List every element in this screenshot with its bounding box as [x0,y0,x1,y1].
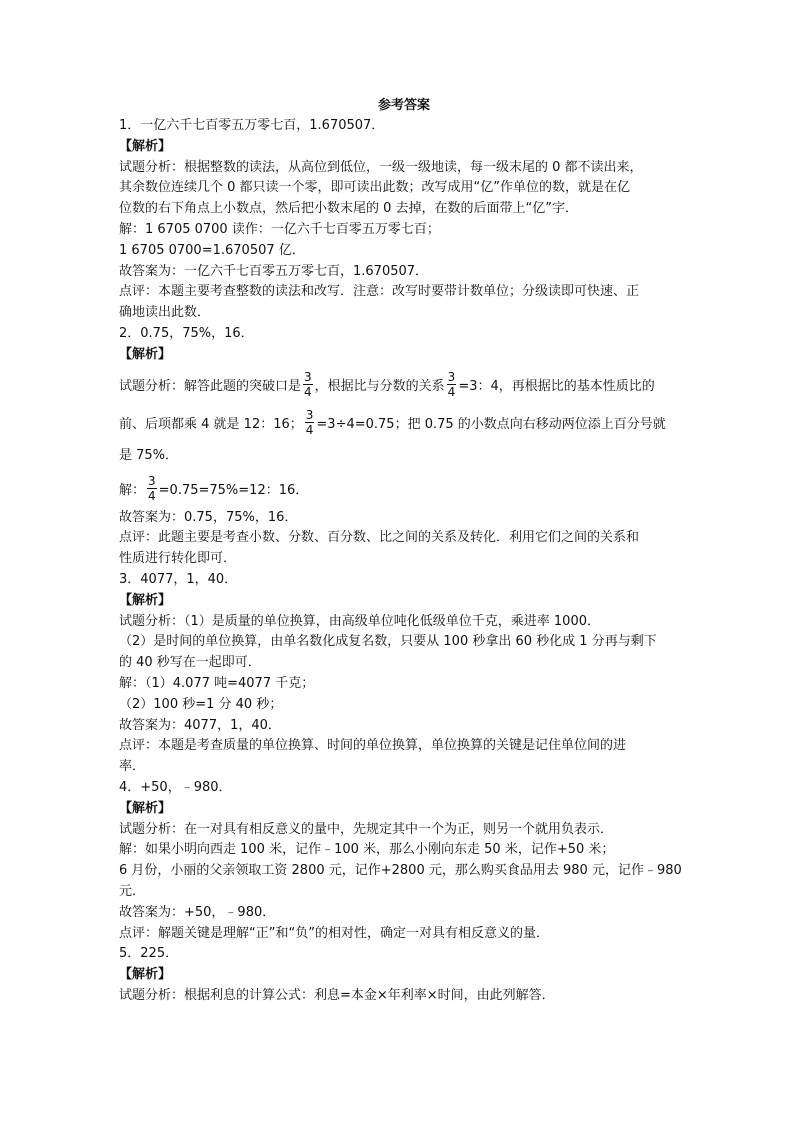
analysis-2-line-3: 是 75%． [119,447,179,463]
fraction-numerator: 3 [304,370,312,385]
analysis-heading-5: 【解析】 [119,967,172,983]
text: ，根据比与分数的关系 [314,379,445,395]
comment-2-line-2: 性质进行转化即可． [119,551,237,567]
analysis-3-line-3: 的 40 秒写在一起即可． [119,655,261,671]
comment-1-line-2: 确地读出此数． [119,305,211,321]
analysis-heading-3: 【解析】 [119,592,172,608]
analysis-heading-1: 【解析】 [119,138,172,154]
comment-3-line-1: 点评：本题是考查质量的单位换算、时间的单位换算，单位换算的关键是记住单位间的进 [119,738,627,754]
analysis-heading-2: 【解析】 [119,346,172,362]
solution-4-line-1: 解：如果小明向西走 100 米，记作﹣100 米，那么小刚向东走 50 米，记作+50 米； [119,842,615,858]
page-title: 参考答案 [377,98,430,113]
final-answer-3: 故答案为：4077，1，40． [119,717,281,733]
fraction-numerator: 3 [305,408,314,423]
answer-2: 2．0.75，75%，16． [119,325,254,341]
text: =3：4，再根据比的基本性质比的 [458,379,655,395]
analysis-4-line-1: 试题分析：在一对具有相反意义的量中，先规定其中一个为正，则另一个就用负表示． [119,821,614,837]
solution-1-line-1: 解：1 6705 0700 读作：一亿六千七百零五万零七百； [119,221,440,237]
solution-1-line-2: 1 6705 0700=1.670507 亿． [119,242,305,258]
comment-4: 点评：解题关键是理解“正”和“负”的相对性，确定一对具有相反意义的量． [119,925,549,941]
fraction-denominator: 4 [447,385,456,400]
answer-1: 1．一亿六千七百零五万零七百，1.670507． [119,118,385,133]
analysis-1-line-3: 位数的右下角点上小数点，然后把小数末尾的 0 去掉，在数的后面带上“亿”字． [119,201,579,217]
final-answer-2: 故答案为：0.75，75%，16． [119,509,298,525]
answer-5: 5．225． [119,946,179,962]
analysis-1-line-1: 试题分析：根据整数的读法，从高位到低位，一级一级地读，每一级末尾的 0 都不读出来， [119,159,643,175]
answer-page [119,96,689,1007]
comment-1-line-1: 点评：本题主要考查整数的读法和改写．注意：改写时要带计数单位；分级读即可快速、正 [119,284,640,300]
comment-2-line-1: 点评：此题主要是考查小数、分数、百分数、比之间的关系及转化．利用它们之间的关系和 [119,530,640,546]
answer-4: 4．+50，﹣980． [119,779,232,795]
text: 解： [119,483,146,499]
analysis-1-line-2: 其余数位连续几个 0 都只读一个零，即可读出此数；改写成用“亿”作单位的数，就是在亿 [119,180,631,196]
analysis-3-line-2: （2）是时间的单位换算，由单名数化成复名数，只要从 100 秒拿出 60 秒化成 1 分再与剩下 [119,634,657,650]
fraction-numerator: 3 [148,474,156,489]
fraction-numerator: 3 [447,370,456,385]
text: =0.75=75%=12：16． [158,483,309,499]
fraction-denominator: 4 [148,489,156,504]
analysis-heading-4: 【解析】 [119,800,172,816]
fraction-denominator: 4 [305,423,314,438]
fraction-three-quarters [303,370,313,399]
text: 试题分析：解答此题的突破口是 [119,379,302,395]
final-answer-4: 故答案为：+50，﹣980． [119,904,276,920]
analysis-2-line-2 [119,404,689,442]
answer-3: 3．4077，1，40． [119,571,238,587]
fraction-three-quarters [147,474,157,503]
analysis-5-line-1: 试题分析：根据利息的计算公式：利息=本金×年利率×时间，由此列解答． [119,987,555,1003]
solution-3-line-2: （2）100 秒=1 分 40 秒； [119,696,283,712]
analysis-3-line-1: 试题分析：（1）是质量的单位换算，由高级单位吨化低级单位千克，乘进率 1000． [119,613,600,629]
fraction-denominator: 4 [304,385,312,400]
analysis-2-line-1 [119,366,689,404]
comment-3-line-2: 率． [119,759,146,775]
fraction-three-quarters [305,408,315,437]
final-answer-1: 故答案为：一亿六千七百零五万零七百，1.670507． [119,263,429,279]
solution-4-line-2: 6 月份，小丽的父亲领取工资 2800 元，记作+2800 元，那么购买食品用去 980 元，记作﹣980 [119,863,682,879]
fraction-three-quarters [447,370,457,399]
solution-4-line-3: 元． [119,883,146,899]
text: =3÷4=0.75；把 0.75 的小数点向右移动两位添上百分号就 [316,417,666,433]
text: 前、后项都乘 4 就是 12：16； [119,417,303,433]
solution-2 [119,470,689,508]
solution-3-line-1: 解：（1）4.077 吨=4077 千克； [119,675,315,691]
